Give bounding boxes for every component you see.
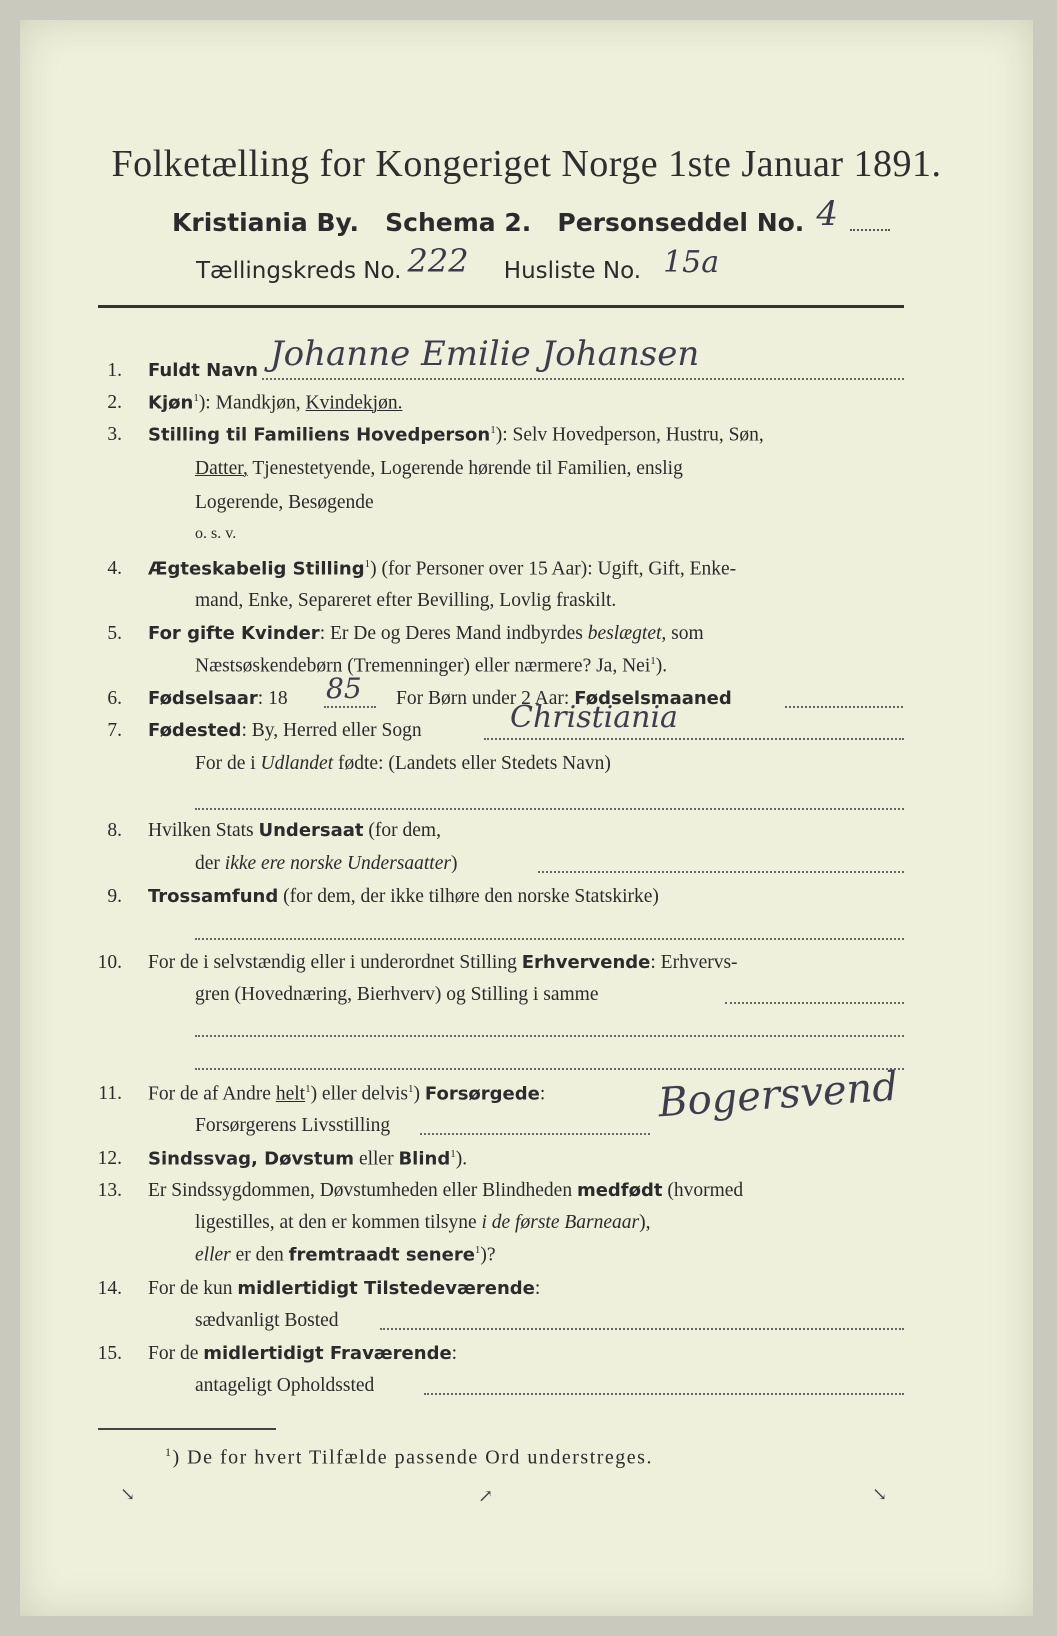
footnote xyxy=(165,1445,653,1470)
q5-line1-end: som xyxy=(666,623,704,644)
q11-helt: helt xyxy=(275,1083,306,1105)
q10-line2: gren (Hovednæring, Bierhverv) og Stilling i samme xyxy=(195,984,599,1005)
q4-line1-text: ) (for Personer over 15 Aar): Ugift, Gift, Enke- xyxy=(370,558,737,580)
q6-answer: 85 xyxy=(326,672,362,705)
q2-options-a: ): Mandkjøn, xyxy=(198,392,306,414)
q13-line2-ital: i de første Barneaar xyxy=(481,1212,640,1233)
q4-label: Ægteskabelig Stilling xyxy=(148,558,365,580)
q14-line1-bold: midlertidigt Tilstedeværende xyxy=(237,1278,535,1299)
q4-line1 xyxy=(148,558,736,581)
dotted-fill xyxy=(850,228,890,231)
q13-sup: 1 xyxy=(474,1244,481,1256)
q11-line1a: For de af Andre xyxy=(148,1083,276,1105)
q11-line1c: ) xyxy=(413,1083,425,1105)
q9-line1-text: (for dem, der ikke tilhøre den norske Statskirke) xyxy=(278,886,659,907)
q2-text xyxy=(148,392,402,415)
q11-line1b: ) eller delvis xyxy=(310,1083,409,1105)
form-subtitle-line xyxy=(172,194,890,240)
margin-mark: ↘ xyxy=(872,1484,888,1505)
q13-number: 13. xyxy=(97,1180,122,1201)
q2-sup: 1 xyxy=(193,392,199,404)
q15-line1 xyxy=(148,1343,457,1365)
q12-end: ). xyxy=(455,1148,468,1170)
q5-line1-ital: beslægtet, xyxy=(587,623,667,644)
q7-label: Fødested xyxy=(148,720,242,741)
q9-fill-line xyxy=(195,938,904,940)
q10-fill-line-2 xyxy=(195,1035,904,1037)
q14-line1b: : xyxy=(534,1278,541,1299)
q8-line2 xyxy=(195,853,457,875)
q8-line1-bold: Undersaat xyxy=(258,820,364,841)
q7-foreign-fill xyxy=(195,808,904,810)
q12-number: 12. xyxy=(97,1148,122,1169)
q15-line2: antageligt Opholdssted xyxy=(195,1375,375,1396)
q15-line1a: For de xyxy=(148,1343,204,1364)
q14-line2: sædvanligt Bosted xyxy=(195,1310,339,1331)
q11-line1-bold: Forsørgede xyxy=(424,1083,540,1105)
form-title: Folketælling for Kongeriget Norge 1ste Januar 1891. xyxy=(111,143,942,185)
schema-label: Schema 2. xyxy=(385,208,532,237)
footnote-sup: 1 xyxy=(165,1445,173,1459)
q13-line2 xyxy=(195,1212,650,1234)
margin-mark: ↘ xyxy=(120,1484,136,1505)
q11-sup-b: 1 xyxy=(408,1083,414,1095)
q1-fill-line xyxy=(262,378,904,380)
q8-line1a: Hvilken Stats xyxy=(148,820,259,841)
footnote-text: ) De for hvert Tilfælde passende Ord understreges. xyxy=(172,1446,653,1469)
q8-line2a: der xyxy=(195,853,225,874)
q13-line2b: ), xyxy=(639,1212,651,1233)
q9-number: 9. xyxy=(107,886,122,907)
q11-answer: Bogersvend xyxy=(656,1063,900,1127)
q1-label-text: Fuldt Navn xyxy=(148,360,258,381)
q9-line1 xyxy=(148,886,659,908)
q7-fill-line xyxy=(484,738,904,740)
q6-prefix: : 18 xyxy=(257,688,288,709)
q12-label2: Blind xyxy=(398,1148,451,1170)
q15-number: 15. xyxy=(97,1343,122,1364)
q1-label xyxy=(148,360,258,382)
q11-fill-line xyxy=(420,1133,650,1135)
q6-label: Fødselsaar xyxy=(148,688,258,709)
q7-line1 xyxy=(148,720,422,742)
q4-line2: mand, Enke, Separeret efter Bevilling, Lovlig fraskilt. xyxy=(195,590,617,611)
q15-fill-line xyxy=(424,1393,904,1395)
q7-line2b: fødte: (Landets eller Stedets Navn) xyxy=(333,753,611,774)
q13-line1b: (hvormed xyxy=(662,1180,744,1201)
q13-line1a: Er Sindssygdommen, Døvstumheden eller Blindheden xyxy=(148,1180,577,1201)
q10-number: 10. xyxy=(97,952,122,973)
q13-line3a: er den xyxy=(230,1244,289,1266)
footnote-rule xyxy=(98,1428,276,1430)
q5-number: 5. xyxy=(107,623,122,644)
q6-mid-text: For Børn under 2 Aar: xyxy=(396,688,575,709)
q5-line2-text: Næstsøskendebørn (Tremenninger) eller nærmere? Ja, Nei xyxy=(195,655,651,677)
q10-line1-bold: Erhvervende xyxy=(521,952,651,973)
q10-line1a: For de i selvstændig eller i underordnet Stilling xyxy=(148,952,522,973)
q11-number: 11. xyxy=(98,1083,122,1104)
kreds-line xyxy=(196,242,720,286)
q9-label: Trossamfund xyxy=(148,886,279,907)
q5-line1 xyxy=(148,623,704,645)
q3-line4: o. s. v. xyxy=(195,525,237,542)
q14-line1 xyxy=(148,1278,540,1300)
q3-line1 xyxy=(148,424,764,447)
q15-line1-bold: midlertidigt Fraværende xyxy=(203,1343,452,1364)
city-label: Kristiania By. xyxy=(172,208,360,237)
q3-number: 3. xyxy=(107,424,122,445)
q2-number: 2. xyxy=(107,392,122,413)
q3-line3: Logerende, Besøgende xyxy=(195,492,374,513)
q14-line1a: For de kun xyxy=(148,1278,238,1299)
q11-line2: Forsørgerens Livsstilling xyxy=(195,1115,391,1136)
personseddel-label: Personseddel No. xyxy=(557,208,805,237)
q6-line xyxy=(148,688,288,710)
q6-month-fill xyxy=(785,706,903,708)
q3-label: Stilling til Familiens Hovedperson xyxy=(148,424,491,446)
q12-mid: eller xyxy=(354,1148,399,1170)
q13-line2a: ligestilles, at den er kommen tilsyne xyxy=(195,1212,482,1233)
q4-sup: 1 xyxy=(364,558,371,570)
q5-line2: Næstsøskendebørn (Tremenninger) eller nærmere? Ja, Nei$^1$). xyxy=(195,655,668,677)
q12-sup: 1 xyxy=(450,1148,456,1160)
q13-line3-bold: fremtraadt senere xyxy=(288,1244,475,1266)
q5-label-b: gifte Kvinder xyxy=(187,623,320,644)
q10-line1b: : Erhvervs- xyxy=(650,952,738,973)
q10-fill-line xyxy=(725,1002,904,1004)
q8-number: 8. xyxy=(107,820,122,841)
q13-line3 xyxy=(195,1244,496,1267)
q8-fill-line xyxy=(538,871,904,873)
header-rule xyxy=(98,305,904,308)
q11-sup-a: 1 xyxy=(305,1083,311,1095)
personseddel-value: 4 xyxy=(816,194,838,234)
q7-line2 xyxy=(195,753,611,775)
q14-fill-line xyxy=(380,1328,904,1330)
kreds-label: Tællingskreds No. xyxy=(196,258,402,284)
q2-options-b: Kvindekjøn. xyxy=(305,392,403,414)
husliste-value: 15a xyxy=(663,245,720,280)
q3-datter: Datter, xyxy=(195,458,248,479)
q11-line1d: : xyxy=(539,1083,546,1105)
q5-line1-text: : Er De og Deres Mand indbyrdes xyxy=(319,623,588,644)
q3-sup: 1 xyxy=(490,424,496,436)
q5-sup: 1 xyxy=(650,655,656,667)
kreds-value: 222 xyxy=(407,242,469,280)
q5-label-a: For xyxy=(148,623,188,644)
census-form-sheet xyxy=(20,20,1033,1616)
q7-line2-ital: Udlandet xyxy=(260,753,334,774)
q4-number: 4. xyxy=(107,558,122,579)
q3-line2 xyxy=(195,458,683,480)
q6-number: 6. xyxy=(107,688,122,709)
q14-number: 14. xyxy=(97,1278,122,1299)
q7-answer: Christiania xyxy=(510,700,678,735)
q12-line1 xyxy=(148,1148,467,1171)
q13-line3-ital: eller xyxy=(195,1244,231,1266)
q7-line2a: For de i xyxy=(195,753,261,774)
q13-line3b: )? xyxy=(480,1244,496,1266)
q2-label: Kjøn xyxy=(148,392,194,414)
q13-line1-bold: medfødt xyxy=(576,1180,663,1201)
q3-line1-text: ): Selv Hovedperson, Hustru, Søn, xyxy=(495,424,764,446)
q12-label: Sindssvag, Døvstum xyxy=(148,1148,355,1170)
q11-line1 xyxy=(148,1083,545,1106)
q8-line2b: ) xyxy=(450,853,458,874)
q1-answer: Johanne Emilie Johansen xyxy=(270,334,700,374)
q6-mid-bold: Fødselsmaaned xyxy=(574,688,732,709)
q8-line2-ital: ikke ere norske Undersaatter xyxy=(224,853,451,874)
q8-line1b: (for dem, xyxy=(363,820,441,841)
q7-line1-text: : By, Herred eller Sogn xyxy=(241,720,422,741)
q1-number: 1. xyxy=(107,360,122,381)
q7-number: 7. xyxy=(107,720,122,741)
q6-fill-line xyxy=(324,706,376,708)
q10-line1 xyxy=(148,952,738,974)
margin-mark: ↗ xyxy=(478,1486,494,1507)
q13-line1 xyxy=(148,1180,743,1202)
q8-line1 xyxy=(148,820,441,842)
q15-line1b: : xyxy=(451,1343,458,1364)
q3-line2-text: Tjenestetyende, Logerende hørende til Familien, enslig xyxy=(247,458,683,479)
husliste-label: Husliste No. xyxy=(503,258,642,284)
